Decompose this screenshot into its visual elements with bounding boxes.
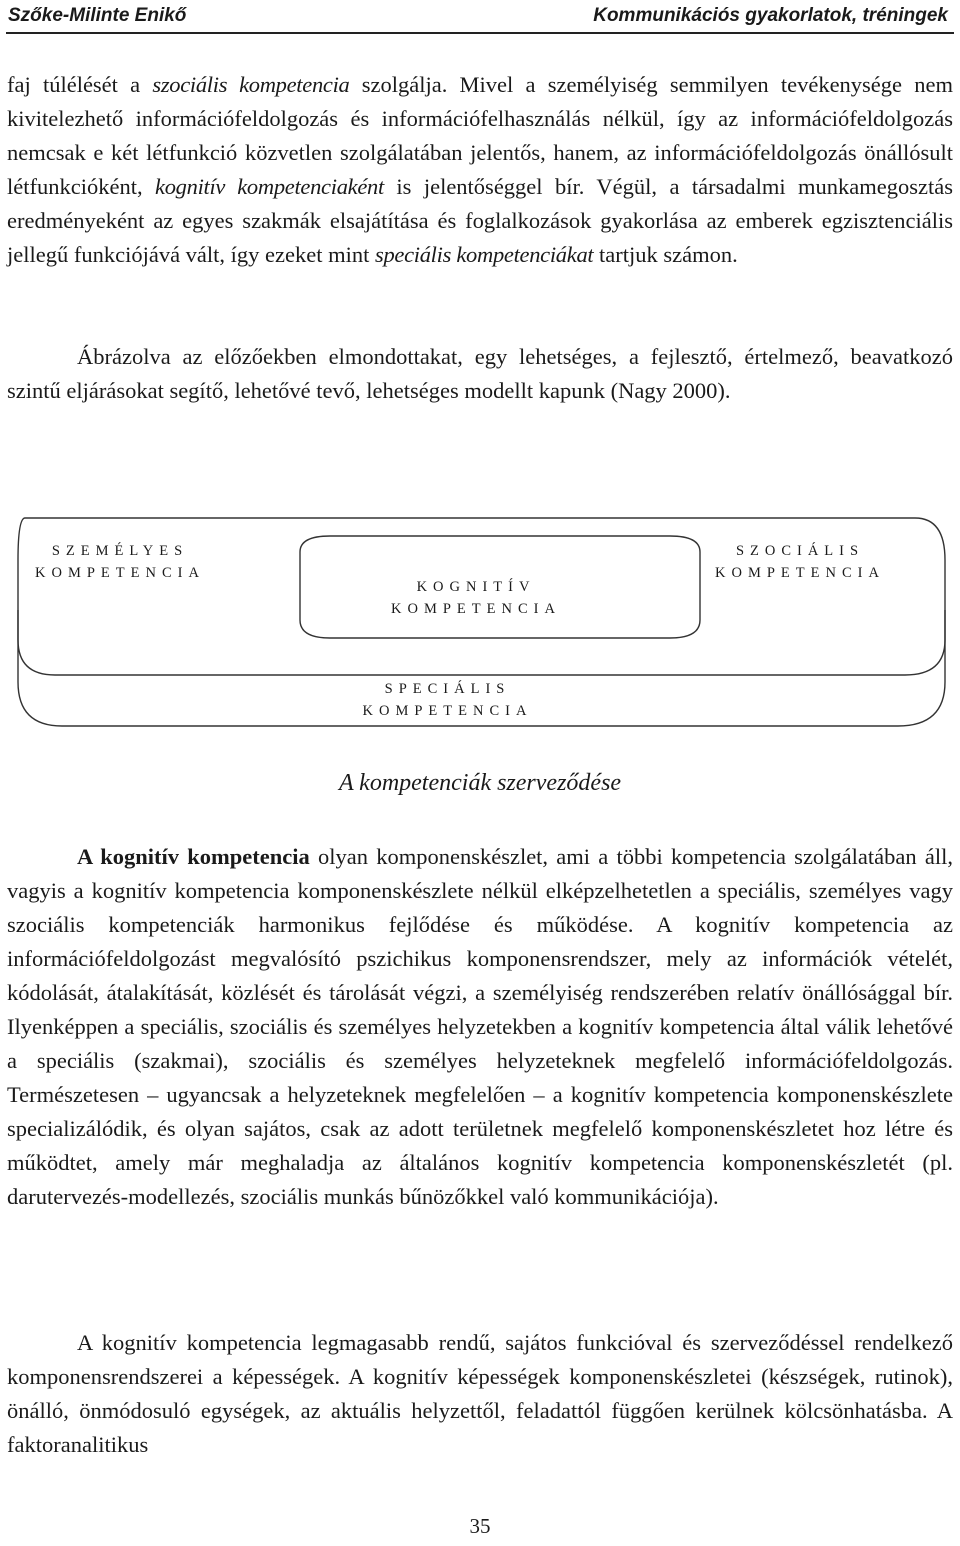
page-number: 35 <box>469 1514 491 1538</box>
label-specialis <box>340 678 555 722</box>
label-szocialis-line2: KOMPETENCIA <box>715 565 885 581</box>
label-szemelyes <box>20 540 220 584</box>
para1-text-1: faj túlélését a <box>7 72 153 97</box>
para1-text-2: szolgálja. Mivel a személyiség semmilyen tevékenysége nem kivitelezhető információfeldolgozás és információfelhasználás nélkül, így az információfeldolgozás nemcsak e két létfunkció közvetlen szolgálatában jelentős, hanem, az információfeldolgozás önállósult létfunkcióként, <box>7 72 953 199</box>
label-kognitiv-line1: KOGNITÍV <box>416 579 536 595</box>
paragraph-2: Ábrázolva az előzőekben elmondottakat, egy lehetséges, a fejlesztő, értelmező, beavatkozó szintű eljárásokat segítő, lehetővé tevő, lehetséges modellt kapunk (Nagy 2000). <box>7 344 953 403</box>
para1-text-3: is jelentőséggel bír. Végül, a társadalmi munkamegosztás eredményeként az egyes szakmák elsajátítása és foglalkozások gyakorlása az emberek egzisztenciális jellegű funkciójává vált, így ezeket mint <box>7 174 953 267</box>
paragraph-3 <box>7 840 953 1214</box>
header-book-title: Kommunikációs gyakorlatok, tréningek <box>593 5 948 26</box>
paragraph-4: A kognitív kompetencia legmagasabb rendű, sajátos funkcióval és szerveződéssel rendelkező komponensrendszerei a képességek. A kognitív képességek komponenskészletei (készségek, rutinok), önálló, önmódosuló egységek, az aktuális helyzettől, feladattól függően kerülnek kölcsönhatásba. A faktoranalitikus <box>7 1330 953 1457</box>
label-szemelyes-line2: KOMPETENCIA <box>35 565 205 581</box>
para1-italic-specialis: speciális kompetenciákat <box>375 242 594 267</box>
para1-italic-szocialis: szociális kompetencia <box>152 72 350 97</box>
label-specialis-line2: KOMPETENCIA <box>362 703 533 719</box>
figure-caption: A kompetenciák szerveződése <box>338 770 622 796</box>
header-author: Szőke-Milinte Enikő <box>8 5 187 26</box>
label-specialis-line1: SPECIÁLIS <box>384 681 511 697</box>
para3-bold-term: A kognitív kompetencia <box>77 844 310 869</box>
paragraph-1 <box>7 68 953 272</box>
label-szocialis <box>695 540 905 584</box>
para1-italic-kognitiv: kognitív kompetenciaként <box>155 174 384 199</box>
label-kognitiv <box>356 576 596 620</box>
label-szemelyes-line1: SZEMÉLYES <box>51 543 189 559</box>
para1-text-4: tartjuk számon. <box>593 242 738 267</box>
label-szocialis-line1: SZOCIÁLIS <box>735 543 865 559</box>
competence-diagram <box>0 500 960 730</box>
running-header <box>6 0 954 34</box>
para3-text: olyan komponenskészlet, ami a többi kompetencia szolgálatában áll, vagyis a kognitív kompetencia komponenskészlete nélkül elképzelhetetlen a speciális, személyes vagy szociális kompetenciák harmonikus fejlődése és működése. A kognitív kompetencia az információfeldolgozást megvalósító pszichikus komponensrendszer, mely az információk vételét, kódolását, átalakítását, közlését és tárolását végzi, a személyiség rendszerében relatív önállósággal bír. Ilyenképpen a speciális, szociális és személyes helyzetekben a kognitív kompetencia által válik lehetővé a speciális (szakmai), szociális és személyes helyzeteknek megfelelő információfeldolgozás. Természetesen – ugyancsak a helyzeteknek megfelelően – a kognitív kompetencia komponenskészlete specializálódik, és olyan sajátos, csak az adott területnek megfelelő komponenskészletet hoz létre és működtet, amely már meghaladja az általános kognitív kompetencia komponenskészletét (pl. darutervezés-modellezés, szociális munkás bűnözőkkel való kommunikációja). <box>7 844 953 1209</box>
label-kognitiv-line2: KOMPETENCIA <box>391 601 561 617</box>
